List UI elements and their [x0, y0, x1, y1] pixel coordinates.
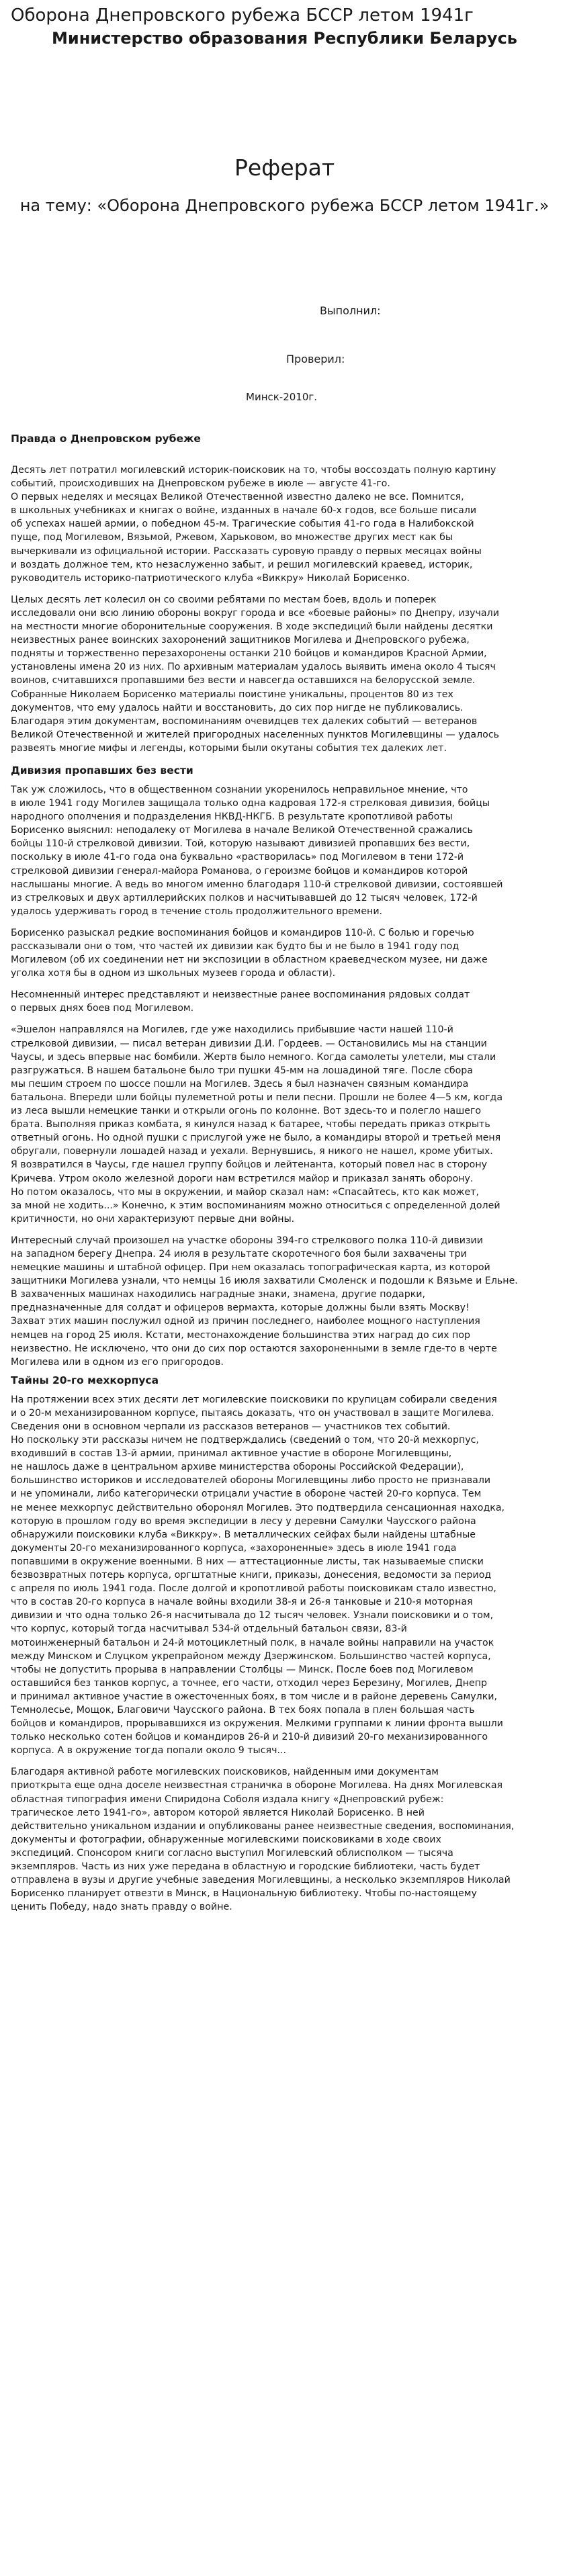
section-heading: Правда о Днепровском рубеже	[11, 433, 201, 445]
paragraph: Десять лет потратил могилевский историк-поисковик на то, чтобы воссоздать полную картину событий, происходивших на Днепровском рубеже в июле — августе 41-го. О первых неделях и месяцах Великой Отечественной известно далеко не все. Помнится, в школьных учебниках и книгах о войне, изданных в начале 60-х годов, все больше писали об успехах нашей армии, о победном 45-м. Трагические события 41-го года в Налибокской пуще, под Могилевом, Вязьмой, Ржевом, Харьковом, во множестве других мест как бы вычеркивали из официальной истории. Рассказать суровую правду о первых месяцах войны и воздать должное тем, кто незаслуженно забыт, и решил могилевский краевед, историк, руководитель историко-патриотического клуба «Виккру» Николай Борисенко.	[11, 465, 496, 584]
essay-type-title: Реферат	[234, 154, 335, 181]
paragraph: Благодаря активной работе могилевских поисковиков, найденным ими документам приоткрыта еще одна доселе неизвестная страничка в обороне Могилева. На днях Могилевская областная типография имени Спиридона Соболя издала книгу «Днепровский рубеж: трагическое лето 1941-го», автором которой является Николай Борисенко. В ней действительно уникальном издании и опубликованы ранее неизвестные сведения, воспоминания, документы и фотографии, обнаруженные могилевскими поисковиками в ходе своих экспедиций. Спонсором книги согласно выступил Могилевский облисполком — тысяча экземпляров. Часть из них уже передана в областную и городские библиотеки, часть будет отправлена в вузы и другие учебные заведения Могилевщины, а несколько экземпляров Николай Борисенко планирует отвезти в Минск, в Национальную библиотеку. Чтобы по-настоящему ценить Победу, надо знать правду о войне.	[11, 1767, 515, 1913]
section-closing	[11, 1765, 558, 1914]
essay-subject: на тему: «Оборона Днепровского рубежа БССР летом 1941г.»	[19, 196, 550, 215]
paragraph: Целых десять лет колесил он со своими ребятами по местам боев, вдоль и поперек исследовали они всю линию обороны вокруг города и все «боевые районы» по Днепру, изучали на местности многие оборонительные сооружения. В ходе экспедиций были найдены десятки неизвестных ранее воинских захоронений защитников Могилева и Днепровского рубежа, подняты и торжественно перезахоронены останки 210 бойцов и командиров Красной Армии, установлены имена 20 из них. По архивным материалам удалось выявить имена около 4 тысяч воинов, считавшихся пропавшими без вести и навсегда оставшихся на белорусской земле. Собранные Николаем Борисенко материалы поистине уникальны, процентов 80 из тех документов, что ему удалось найти и восстановить, до сих пор нигде не публиковались. Благодаря этим документам, воспоминаниям очевидцев тех далеких событий — ветеранов Великой Отечественной и жителей пригородных населенных пунктов Могилевщины — удалось развеять многие мифы и легенды, которыми были окутаны события тех далеких лет.	[11, 594, 500, 754]
section-missing-division	[11, 763, 558, 1369]
paragraph: Интересный случай произошел на участке обороны 394-го стрелкового полка 110-й дивизии на западном берегу Днепра. 24 июля в результате скоротечного боя были захвачены три немецкие машины и штабной офицер. При нем оказалась топографическая карта, из которой защитники Могилева узнали, что немцы 16 июля захватили Смоленск и подошли к Вязьме и Ельне. В захваченных машинах находились наградные знаки, знамена, другие подарки, предназначенные для солдат и офицеров вермахта, которые должны были взять Москву! Захват этих машин послужил одной из причин последнего, наиболее мощного наступления немцев на город 25 июля. Кстати, местонахождение большинства этих наград до сих пор неизвестно. Не исключено, что они до сих пор остаются захороненными в земле где-то в черте Могилева или в одном из его пригородов.	[11, 1235, 518, 1368]
paragraph: «Эшелон направлялся на Могилев, где уже находились прибывшие части нашей 110-й стрелковой дивизии, — писал ветеран дивизии Д.И. Гордеев. — Остановились мы на станции Чаусы, и здесь впервые нас бомбили. Жертв было немного. Когда самолеты улетели, мы стали разгружаться. В нашем батальоне было три пушки 45-мм на лошадиной тяге. После сборa мы пешим строем по шоссе пошли на Могилев. Здесь я был назначен связным командира батальона. Впереди шли бойцы пулеметной роты и пели песни. Прошли не более 4—5 км, когда из леса вышли немецкие танки и открыли огонь по колонне. Вот здесь-то и полегло нашего брата. Выполняя приказ комбата, я кинулся назад к батарее, чтобы передать приказ открыть ответный огонь. Но одной пушки с прислугой уже не было, а командиры второй и третьей меня обругали, повернули лошадей назад и уехали. Вернувшись, я никого не нашел, кроме убитых. Я возвратился в Чаусы, где нашел группу бойцов и лейтенанта, который повел нас в сторону Кричева. Утром около железной дороги нам встретился майор и приказал занять оборону. Но потом оказалось, что мы в окружении, и майор сказал нам: «Спасайтесь, кто как может, за мной не ходить...» Конечно, к этим воспоминаниям можно относиться с определенной долей критичности, но они характеризуют первые дни войны.	[11, 1024, 503, 1225]
ministry-heading: Министерство образования Республики Беларусь	[52, 29, 517, 48]
section-20th-mech-corps	[11, 1373, 558, 1758]
section-heading: Дивизия пропавших без вести	[11, 764, 193, 776]
city-year: Минск-2010г.	[246, 391, 318, 403]
document-title: Оборона Днепровского рубежа БССР летом 1941г	[11, 5, 474, 26]
paragraph: Так уж сложилось, что в общественном сознании укоренилось неправильное мнение, что в июле 1941 году Могилев защищала только одна кадровая 172-я стрелковая дивизия, бойцы народного ополчения и подразделения НКВД-НКГБ. В результате кропотливой работы Борисенко выяснил: неподалеку от Могилева в начале Великой Отечественной сражались бойцы 110-й стрелковой дивизии. Той, которую называют дивизией пропавших без вести, поскольку в июле 41-го года она буквально «растворилась» под Могилевом в тени 172-й стрелковой дивизии генерал-майора Романова, о героизме бойцов и командиров которой наслышаны многие. А ведь во многом именно благодаря 110-й стрелковой дивизии, состоявшей из стрелковых и двух артиллерийских полков и насчитывавшей до 12 тысяч человек, 172-й удалось удерживать город в течение столь продолжительного времени.	[11, 784, 503, 917]
section-heading: Тайны 20-го мехкорпуса	[11, 1374, 159, 1386]
paragraph: Борисенко разыскал редкие воспоминания бойцов и командиров 110-й. С болью и горечью рассказывали они о том, что частей их дивизии как будто бы и не было в 1941 году под Могилевом (об их соединении нет ни экспозиции в областном краеведческом музее, ни даже уголка хотя бы в одном из школьных музеев города и области).	[11, 927, 488, 979]
checked-by-label: Проверил:	[286, 353, 345, 365]
performed-by-label: Выполнил:	[320, 304, 381, 317]
paragraph: На протяжении всех этих десяти лет могилевские поисковики по крупицам собирали сведения и о 20-м механизированном корпусе, пытаясь доказать, что он участвовал в защите Могилева. Сведения они в основном черпали из рассказов ветеранов — участников тех событий. Но поскольку эти рассказы ничем не подтверждались (сведений о том, что 20-й мехкорпус, входивший в состав 13-й армии, принимал активное участие в обороне Могилевщины, не нашлось даже в центральном архиве министерства обороны Российской Федерации), большинство историков и исследователей обороны Могилевщины либо просто не признавали и не упоминали, либо категорически отрицали участие в обороне частей 20-го корпуса. Тем не менее мехкорпус действительно оборонял Могилев. Это подтвердила сенсационная находка, которую в прошлом году во время экспедиции в лесу у деревни Самулки Чаусского района обнаружили поисковики клуба «Виккру». В металлических сейфах были найдены штабные документы 20-го механизированного корпуса, «захороненные» здесь в июле 1941 года попавшими в окружение военными. В них — аттестационные листы, так называемые списки безвозвратных потерь корпуса, оргштатные книги, приказы, донесения, ведомости за период с апреля по июль 1941 года. После долгой и кропотливой работы поисковикам стало известно, что в состав 20-го корпуса в начале войны входили 38-я и 26-я танковые и 210-я моторная дивизии и что одна только 26-я насчитывала до 12 тысяч человек. Узнали поисковики и о том, что корпус, который тогда насчитывал 534-й отдельный батальон связи, 83-й мотоинженерный батальон и 24-й мотоциклетный полк, в начале войны направили на участок между Минском и Слуцком укрепрайоном между Дзержинском. Большинство частей корпуса, чтобы не допустить прорыва в направлении Столбцы — Минск. После боев под Могилевом оставшийся без танков корпус, а точнее, его части, отходил через Березину, Могилев, Днепр и принимал активное участие в ожесточенных боях, в том числе и в районе деревень Самулки, Темнолесье, Мощок, Благовичи Чаусского района. В тех боях попала в плен большая часть бойцов и командиров, прорывавшихся из окружения. Мелкими группами к линии фронта вышли только несколько сотен бойцов и командиров 26-й и 210-й дивизий 20-го механизированного корпуса. А в окружение тогда попали около 9 тысяч...	[11, 1394, 505, 1757]
paragraph: Несомненный интерес представляют и неизвестные ранее воспоминания рядовых солдат о первых днях боев под Могилевом.	[11, 989, 470, 1014]
section-dnieper-truth	[11, 431, 558, 755]
